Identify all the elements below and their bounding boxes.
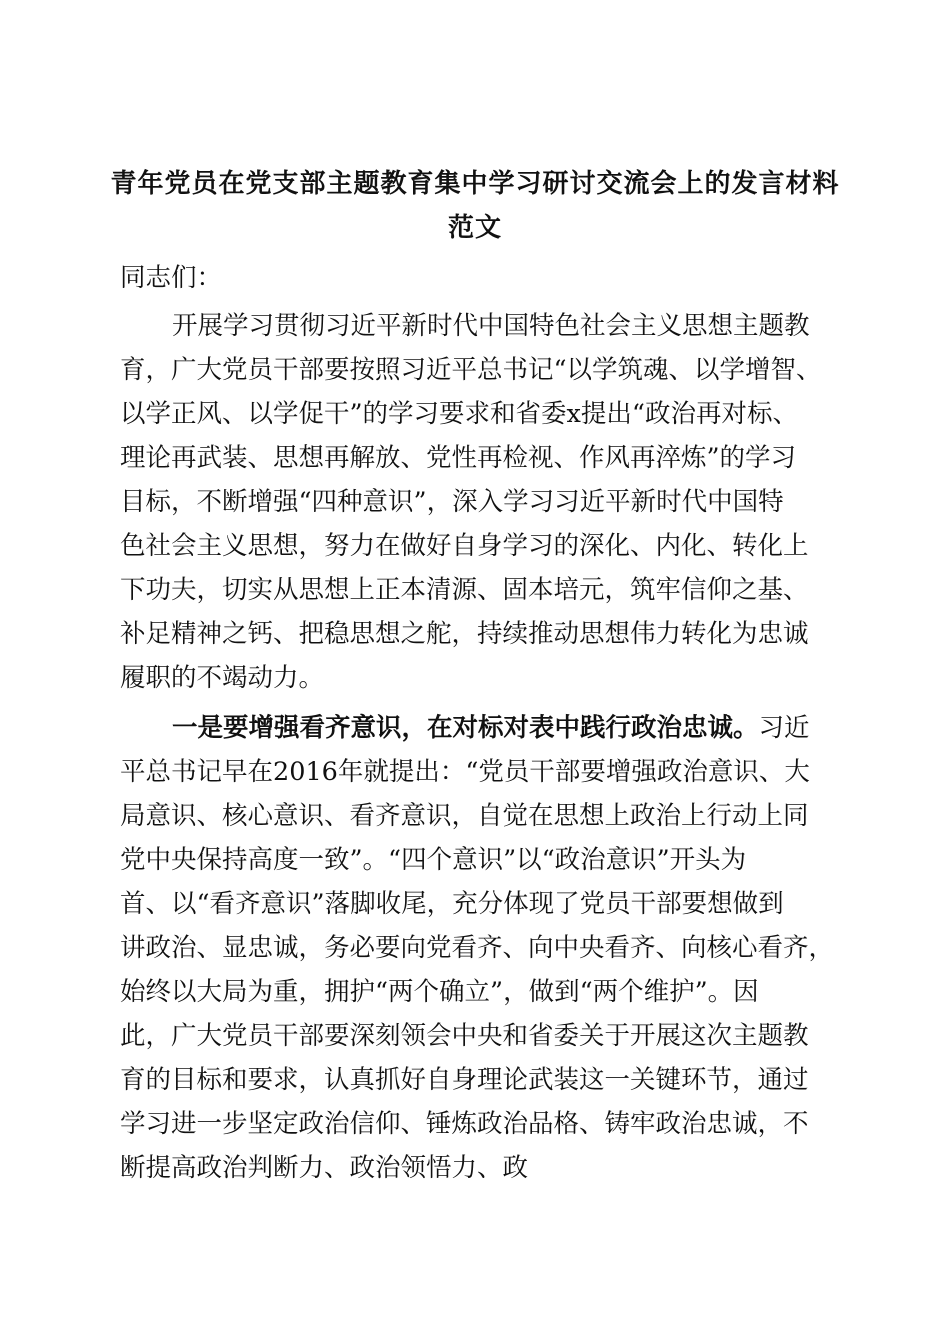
paragraph-1-line: 以学正风、以学促干”的学习要求和省委x提出“政治再对标、 — [120, 399, 798, 429]
paragraph-2-line: 断提高政治判断力、政治领悟力、政 — [120, 1153, 529, 1183]
paragraph-2-heading: 一是要增强看齐意识，在对标对表中践行政治忠诚。 — [172, 713, 759, 743]
document-title-line-2: 范文 — [447, 213, 502, 243]
paragraph-1-line: 育，广大党员干部要按照习近平总书记“以学筑魂、以学增智、 — [120, 355, 822, 385]
paragraph-1-line: 色社会主义思想，努力在做好自身学习的深化、内化、转化上 — [120, 531, 809, 561]
paragraph-1-line: 理论再武装、思想再解放、党性再检视、作风再淬炼”的学习 — [120, 443, 797, 473]
paragraph-2-line: 始终以大局为重，拥护“两个确立”，做到“两个维护”。因 — [120, 977, 759, 1007]
paragraph-1-line: 补足精神之钙、把稳思想之舵，持续推动思想伟力转化为忠诚 — [120, 619, 809, 649]
paragraph-2-line: 育的目标和要求，认真抓好自身理论武装这一关键环节，通过 — [120, 1065, 809, 1095]
paragraph-2-first-line — [172, 712, 810, 744]
paragraph-2-first-tail: 习近 — [758, 713, 810, 743]
paragraph-2-line: 讲政治、显忠诚，务必要向党看齐、向中央看齐、向核心看齐， — [120, 933, 835, 963]
paragraph-1-line: 履职的不竭动力。 — [120, 663, 325, 693]
paragraph-2-line: 平总书记早在2016年就提出：“党员干部要增强政治意识、大 — [120, 757, 810, 787]
paragraph-1-line: 下功夫，切实从思想上正本清源、固本培元，筑牢信仰之基、 — [120, 575, 809, 605]
paragraph-2-line: 此，广大党员干部要深刻领会中央和省委关于开展这次主题教 — [120, 1021, 809, 1051]
salutation: 同志们： — [120, 263, 223, 293]
paragraph-2-line: 党中央保持高度一致”。“四个意识”以“政治意识”开头为 — [120, 845, 747, 875]
document-title-line-1: 青年党员在党支部主题教育集中学习研讨交流会上的发言材料 — [110, 169, 840, 199]
paragraph-2-line: 首、以“看齐意识”落脚收尾，充分体现了党员干部要想做到 — [120, 889, 784, 919]
paragraph-1-line: 目标，不断增强“四种意识”，深入学习习近平新时代中国特 — [120, 487, 784, 517]
paragraph-2-line: 学习进一步坚定政治信仰、锤炼政治品格、铸牢政治忠诚，不 — [120, 1109, 809, 1139]
paragraph-2-line: 局意识、核心意识、看齐意识，自觉在思想上政治上行动上同 — [120, 801, 809, 831]
paragraph-1-line: 开展学习贯彻习近平新时代中国特色社会主义思想主题教 — [172, 311, 810, 341]
